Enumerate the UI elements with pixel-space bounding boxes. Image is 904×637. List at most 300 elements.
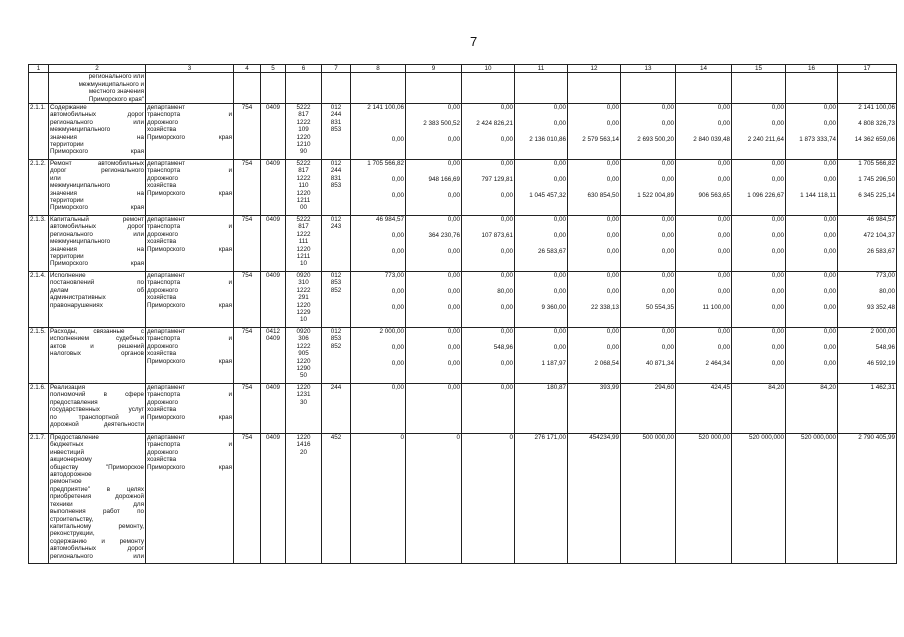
amount-value: 0,00: [606, 328, 619, 336]
amount-subrow: [463, 434, 513, 450]
amount-value: 1 705 566,82: [858, 160, 895, 168]
row-grbs: 754: [234, 160, 261, 216]
amount-cell: [351, 328, 406, 384]
row-executor-line: транспорта и: [147, 223, 232, 231]
row-executor: [146, 272, 234, 328]
amount-value: 0,00: [447, 136, 460, 144]
row-name-line: делам об: [50, 286, 144, 294]
amount-value: 0,00: [771, 216, 784, 224]
table-row: [29, 104, 897, 160]
row-csr-line: 5222: [296, 216, 311, 224]
amount-stack: [733, 104, 784, 152]
row-executor-line: Приморского края: [147, 357, 232, 365]
amount-subrow: [352, 232, 404, 248]
row-rzpr-line: 0409: [265, 335, 280, 343]
column-header: 7: [322, 65, 351, 73]
amount-subrow: [516, 160, 566, 176]
row-executor-line: хозяйства: [147, 406, 177, 414]
amount-value: 0,00: [447, 384, 460, 392]
amount-subrow: [787, 288, 836, 304]
cell-empty: [462, 73, 515, 104]
amount-value: 0,00: [500, 248, 513, 256]
amount-value: 0,00: [606, 176, 619, 184]
cell-empty: [234, 73, 261, 104]
row-csr-line: 109: [298, 126, 309, 134]
amount-cell: [568, 104, 621, 160]
amount-value: 6 345 225,14: [858, 192, 895, 200]
amount-subrow: [516, 304, 566, 320]
amount-value: 0,00: [553, 216, 566, 224]
row-executor-line: транспорта и: [147, 279, 232, 287]
amount-subrow: [787, 104, 836, 120]
row-csr-line: 50: [299, 372, 307, 380]
amount-subrow: [622, 248, 674, 264]
amount-value: 0,00: [661, 120, 674, 128]
amount-subrow: [407, 288, 460, 304]
amount-stack: [839, 216, 895, 264]
budget-table: [28, 64, 897, 564]
amount-value: 0,00: [391, 232, 404, 240]
amount-cell: [838, 216, 897, 272]
row-vr-line: 244: [330, 384, 342, 392]
row-rzpr-line: 0409: [265, 434, 280, 442]
row-name-line: строительству,: [50, 515, 94, 523]
amount-value: 0,00: [717, 344, 730, 352]
amount-subrow: [677, 288, 730, 304]
amount-subrow: [677, 216, 730, 232]
row-csr-line: 1229: [296, 309, 311, 317]
amount-value: 0,00: [500, 216, 513, 224]
amount-subrow: [463, 232, 513, 248]
amount-value: 0,00: [823, 272, 836, 280]
row-vr-line: 244: [330, 167, 342, 175]
continuation-line: межмуниципального и: [78, 80, 144, 88]
amount-subrow: [352, 344, 404, 360]
row-executor-line: дорожного: [147, 118, 178, 126]
amount-value: 180,87: [546, 384, 566, 392]
amount-stack: [516, 328, 566, 376]
row-grbs: 754: [234, 434, 261, 564]
amount-cell: [732, 434, 786, 564]
row-executor: [146, 434, 234, 564]
amount-subrow: [407, 104, 460, 120]
amount-subrow: [516, 216, 566, 232]
amount-subrow: [839, 104, 895, 120]
row-executor-line: дорожного: [147, 174, 178, 182]
row-name-line: исполнением судебных: [50, 335, 144, 343]
row-name-line: значения на: [50, 245, 144, 253]
amount-value: 50 554,35: [645, 304, 674, 312]
row-executor-line: транспорта и: [147, 441, 232, 449]
amount-subrow: [463, 360, 513, 376]
row-name-line: автодорожное: [50, 471, 92, 479]
amount-value: 40 871,34: [645, 360, 674, 368]
amount-value: 548,96: [493, 344, 513, 352]
amount-subrow: [622, 136, 674, 152]
amount-value: 0,00: [553, 232, 566, 240]
row-executor-line: департамент: [147, 272, 185, 280]
row-rzpr-line: 0412: [265, 328, 280, 336]
amount-subrow: [733, 288, 784, 304]
amount-value: 0,00: [717, 176, 730, 184]
row-name-line: межмуниципального: [50, 182, 111, 190]
amount-subrow: [407, 232, 460, 248]
amount-stack: [516, 434, 566, 450]
table-body: [29, 65, 897, 564]
row-name-line: реконструкции,: [50, 530, 95, 538]
row-vr-line: 853: [330, 182, 342, 190]
amount-subrow: [839, 384, 895, 400]
amount-subrow: [677, 160, 730, 176]
amount-subrow: [622, 384, 674, 400]
row-number: 2.1.7.: [29, 434, 49, 564]
amount-subrow: [787, 248, 836, 264]
amount-subrow: [733, 136, 784, 152]
amount-subrow: [352, 272, 404, 288]
row-csr-line: 0920: [296, 328, 311, 336]
amount-subrow: [839, 216, 895, 232]
amount-value: 0,00: [606, 120, 619, 128]
amount-value: 0,00: [661, 328, 674, 336]
row-name-line: территории: [50, 141, 84, 149]
row-name: [49, 272, 146, 328]
cell-empty: [568, 73, 621, 104]
amount-stack: [407, 160, 460, 208]
amount-subrow: [516, 288, 566, 304]
row-csr-line: 1231: [296, 391, 311, 399]
amount-value: 1 045 457,32: [529, 192, 566, 200]
row-name-line: Приморского края: [50, 148, 144, 156]
amount-subrow: [352, 192, 404, 208]
amount-subrow: [352, 434, 404, 450]
amount-subrow: [787, 304, 836, 320]
amount-subrow: [622, 360, 674, 376]
amount-value: 0,00: [500, 304, 513, 312]
row-executor-line: департамент: [147, 160, 185, 168]
amount-subrow: [463, 120, 513, 136]
amount-subrow: [569, 360, 619, 376]
row-csr-line: 817: [298, 167, 309, 175]
row-name: [49, 160, 146, 216]
amount-subrow: [677, 192, 730, 208]
amount-value: 46 984,57: [375, 216, 404, 224]
amount-stack: [787, 272, 836, 320]
row-name-line: выполнения работ по: [50, 508, 144, 516]
amount-subrow: [677, 384, 730, 400]
amount-cell: [676, 216, 732, 272]
amount-subrow: [569, 272, 619, 288]
amount-cell: [515, 104, 568, 160]
amount-subrow: [622, 344, 674, 360]
amount-cell: [515, 160, 568, 216]
amount-subrow: [733, 160, 784, 176]
row-name-line: административных: [50, 294, 106, 302]
amount-cell: [568, 328, 621, 384]
amount-stack: [352, 328, 404, 376]
amount-value: 0,00: [391, 136, 404, 144]
amount-value: 0,00: [553, 176, 566, 184]
row-csr-line: 111: [298, 238, 309, 246]
row-name-line: дорог регионального: [50, 167, 144, 175]
column-header: 1: [29, 65, 49, 73]
amount-value: 773,00: [384, 272, 404, 280]
amount-subrow: [839, 192, 895, 208]
amount-value: 0,00: [500, 192, 513, 200]
row-executor-line: хозяйства: [147, 182, 177, 190]
table-row: [29, 328, 897, 384]
amount-cell: [351, 216, 406, 272]
amount-subrow: [516, 232, 566, 248]
amount-stack: [839, 272, 895, 320]
amount-value: 0,00: [823, 176, 836, 184]
amount-subrow: [352, 328, 404, 344]
amount-stack: [733, 328, 784, 376]
amount-value: 0,00: [823, 232, 836, 240]
amount-subrow: [407, 328, 460, 344]
row-csr-line: 1220: [296, 133, 311, 141]
amount-stack: [407, 216, 460, 264]
amount-subrow: [839, 304, 895, 320]
amount-subrow: [407, 272, 460, 288]
amount-cell: [786, 272, 838, 328]
amount-value: 0,00: [823, 160, 836, 168]
amount-value: 948 166,69: [428, 176, 460, 184]
amount-subrow: [622, 104, 674, 120]
cell-empty: [676, 73, 732, 104]
amount-value: 0: [400, 434, 404, 442]
column-header: 11: [515, 65, 568, 73]
amount-cell: [676, 104, 732, 160]
row-csr-line: 1211: [296, 197, 311, 205]
column-header: 12: [568, 65, 621, 73]
row-name-line: государственных услуг: [50, 406, 144, 414]
row-name-line: предоставления: [50, 398, 98, 406]
amount-value: 472 104,37: [863, 232, 895, 240]
amount-stack: [407, 434, 460, 450]
amount-subrow: [839, 328, 895, 344]
row-name-line: правонарушениях: [50, 301, 103, 309]
amount-subrow: [787, 384, 836, 400]
amount-value: 0,00: [500, 272, 513, 280]
amount-subrow: [622, 120, 674, 136]
amount-subrow: [677, 434, 730, 450]
amount-subrow: [839, 344, 895, 360]
amount-subrow: [352, 248, 404, 264]
cell-empty: [732, 73, 786, 104]
amount-stack: [352, 160, 404, 208]
row-vr-line: 452: [330, 434, 342, 442]
amount-value: 0,00: [606, 288, 619, 296]
column-header: 6: [286, 65, 322, 73]
amount-subrow: [407, 216, 460, 232]
cell-empty: [786, 73, 838, 104]
row-number: 2.1.5.: [29, 328, 49, 384]
amount-value: 0,00: [771, 304, 784, 312]
row-csr-line: 110: [298, 182, 309, 190]
amount-subrow: [407, 192, 460, 208]
row-vr-line: 853: [330, 279, 342, 287]
row-vr: [322, 384, 351, 434]
row-name-line: по транспортной и: [50, 413, 144, 421]
amount-subrow: [407, 304, 460, 320]
amount-stack: [569, 384, 619, 400]
row-csr-line: 310: [298, 279, 309, 287]
amount-cell: [462, 160, 515, 216]
amount-cell: [676, 328, 732, 384]
row-vr-line: 831: [330, 174, 342, 182]
amount-value: 500 000,00: [642, 434, 674, 442]
amount-value: 0,00: [823, 304, 836, 312]
row-csr-line: 817: [298, 223, 309, 231]
amount-subrow: [516, 136, 566, 152]
amount-value: 0,00: [661, 288, 674, 296]
row-rzpr-line: 0409: [265, 160, 280, 168]
amount-cell: [621, 160, 676, 216]
amount-stack: [677, 272, 730, 320]
row-csr-line: 00: [299, 204, 307, 212]
amount-subrow: [569, 344, 619, 360]
amount-subrow: [407, 344, 460, 360]
amount-value: 0,00: [771, 160, 784, 168]
amount-subrow: [733, 248, 784, 264]
amount-subrow: [622, 328, 674, 344]
amount-cell: [621, 434, 676, 564]
row-csr-line: 1222: [296, 342, 311, 350]
amount-value: 0,00: [771, 120, 784, 128]
amount-value: 2 840 039,48: [693, 136, 730, 144]
amount-subrow: [733, 216, 784, 232]
row-vr-line: 012: [330, 328, 342, 336]
amount-subrow: [622, 272, 674, 288]
row-name-line: актов и решений: [50, 342, 144, 350]
amount-value: 46 984,57: [866, 216, 895, 224]
amount-cell: [406, 216, 462, 272]
column-header: 10: [462, 65, 515, 73]
row-executor: [146, 384, 234, 434]
amount-subrow: [787, 328, 836, 344]
cell-empty: [838, 73, 897, 104]
amount-subrow: [787, 360, 836, 376]
amount-subrow: [516, 176, 566, 192]
amount-value: 0,00: [606, 216, 619, 224]
row-name-line: капитальному ремонту,: [50, 522, 144, 530]
amount-cell: [515, 216, 568, 272]
column-header: 13: [621, 65, 676, 73]
amount-subrow: [677, 360, 730, 376]
row-csr-line: 306: [298, 335, 309, 343]
amount-stack: [622, 160, 674, 208]
amount-stack: [569, 104, 619, 152]
amount-value: 0,00: [606, 344, 619, 352]
amount-value: 0,00: [823, 328, 836, 336]
amount-subrow: [352, 216, 404, 232]
amount-value: 0,00: [661, 248, 674, 256]
continuation-text: [49, 73, 146, 104]
amount-subrow: [733, 360, 784, 376]
amount-subrow: [463, 104, 513, 120]
row-name: [49, 216, 146, 272]
amount-cell: [462, 104, 515, 160]
amount-cell: [732, 160, 786, 216]
row-executor-line: департамент: [147, 104, 185, 112]
amount-stack: [516, 160, 566, 208]
amount-value: 773,00: [875, 272, 895, 280]
row-csr-line: 1220: [296, 245, 311, 253]
amount-value: 0,00: [717, 104, 730, 112]
row-name-line: Расходы, связанные с: [50, 328, 144, 336]
amount-value: 0,00: [717, 288, 730, 296]
row-name-line: Приморского края: [50, 204, 144, 212]
amount-value: 0,00: [823, 344, 836, 352]
amount-subrow: [677, 248, 730, 264]
row-csr-line: 1222: [296, 174, 311, 182]
amount-subrow: [516, 104, 566, 120]
amount-cell: [351, 434, 406, 564]
amount-subrow: [352, 288, 404, 304]
row-csr-line: 1290: [296, 365, 311, 373]
amount-subrow: [407, 136, 460, 152]
row-name-line: значения на: [50, 133, 144, 141]
amount-value: 1 873 333,74: [799, 136, 836, 144]
amount-value: 520 000,000: [800, 434, 836, 442]
amount-subrow: [569, 288, 619, 304]
amount-stack: [516, 216, 566, 264]
amount-cell: [786, 328, 838, 384]
column-header: 14: [676, 65, 732, 73]
amount-stack: [677, 384, 730, 400]
amount-stack: [569, 328, 619, 376]
amount-cell: [676, 384, 732, 434]
amount-value: 0,00: [391, 304, 404, 312]
row-rzpr-line: 0409: [265, 384, 280, 392]
row-rzpr: [261, 216, 286, 272]
amount-stack: [463, 216, 513, 264]
amount-subrow: [516, 384, 566, 400]
row-name-line: межмуниципального: [50, 126, 111, 134]
amount-stack: [352, 216, 404, 264]
amount-stack: [463, 160, 513, 208]
amount-subrow: [352, 360, 404, 376]
amount-value: 2 141 100,06: [367, 104, 404, 112]
amount-stack: [407, 272, 460, 320]
amount-subrow: [352, 136, 404, 152]
row-name-line: дорожной деятельности: [50, 421, 144, 429]
amount-subrow: [733, 176, 784, 192]
continuation-row: [29, 73, 897, 104]
amount-value: 0,00: [391, 248, 404, 256]
amount-value: 2 424 826,21: [476, 120, 513, 128]
amount-cell: [515, 328, 568, 384]
amount-subrow: [569, 104, 619, 120]
row-executor-line: Приморского края: [147, 189, 232, 197]
amount-subrow: [352, 304, 404, 320]
column-header: 15: [732, 65, 786, 73]
row-name-line: приобретения дорожной: [50, 493, 144, 501]
amount-cell: [568, 216, 621, 272]
amount-stack: [677, 160, 730, 208]
amount-subrow: [516, 328, 566, 344]
amount-cell: [838, 104, 897, 160]
amount-value: 0,00: [500, 160, 513, 168]
amount-stack: [787, 434, 836, 450]
amount-subrow: [569, 304, 619, 320]
amount-value: 22 338,13: [590, 304, 619, 312]
amount-subrow: [463, 160, 513, 176]
amount-subrow: [677, 272, 730, 288]
row-vr: [322, 216, 351, 272]
amount-subrow: [463, 272, 513, 288]
amount-stack: [839, 384, 895, 400]
